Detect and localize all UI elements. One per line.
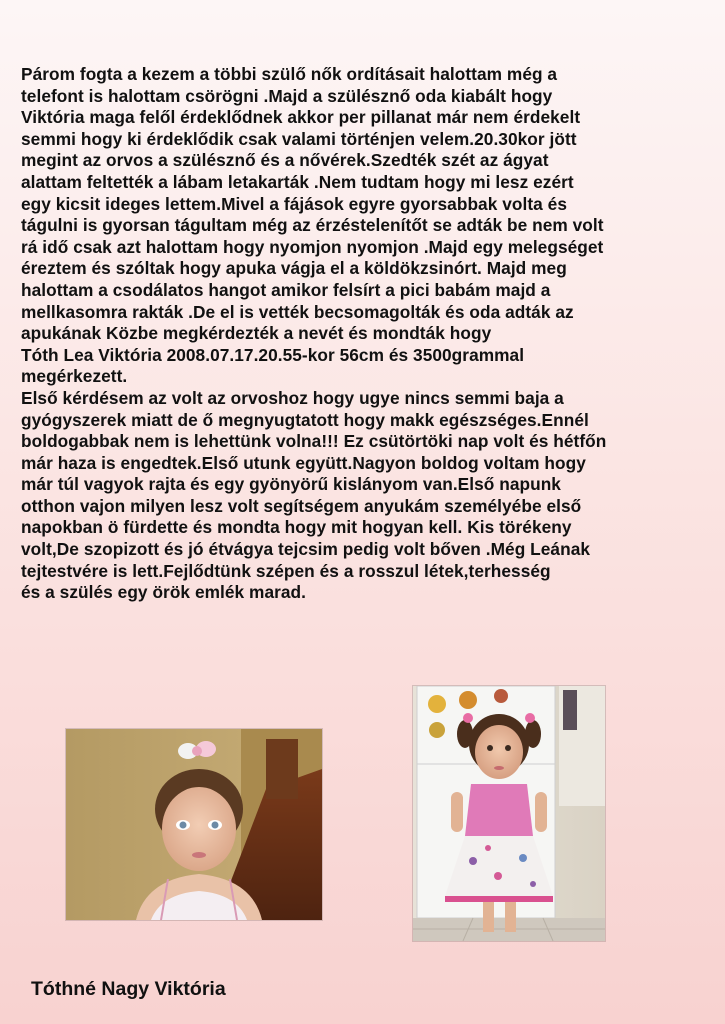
story-line: telefont is halottam csörögni .Majd a szülésznő oda kiabált hogy <box>21 85 553 106</box>
story-line: napokban ö fürdette és mondta hogy mit hogyan kell. Kis törékeny <box>21 517 572 538</box>
story-line: boldogabbak nem is lehettünk volna!!! Ez csütörtöki nap volt és hétfőn <box>21 431 607 452</box>
story-line: megérkezett. <box>21 366 128 387</box>
story-line: már haza is engedtek.Első utunk együtt.Nagyon boldog voltam hogy <box>21 452 586 473</box>
story-line: mellkasomra rakták .De el is vették becsomagolták és oda adták az <box>21 301 574 322</box>
story-line: Viktória maga felől érdeklődnek akkor per pillanat már nem érdekelt <box>21 107 581 128</box>
toddler-closeup-photo <box>66 729 322 920</box>
story-line: semmi hogy ki érdeklődik csak valami történjen velem.20.30kor jött <box>21 128 577 149</box>
story-line: megint az orvos a szülésznő és a nővérek.Szedték szét az ágyat <box>21 150 549 171</box>
story-line: Párom fogta a kezem a többi szülő nők ordításait halottam még a <box>21 64 558 84</box>
story-line: apukának Közbe megkérdezték a nevét és mondták hogy <box>21 323 492 344</box>
story-text <box>21 64 705 604</box>
story-line: halottam a csodálatos hangot amikor felsírt a pici babám majd a <box>21 279 551 300</box>
story-line: már túl vagyok rajta és egy gyönyörű kislányom van.Első napunk <box>21 474 561 495</box>
story-line: otthon vajon milyen lesz volt segítségem anyukám személyébe első <box>21 495 582 516</box>
story-line: gyógyszerek miatt de ő megnyugtatott hogy makk egészséges.Ennél <box>21 409 589 430</box>
author-name: Tóthné Nagy Viktória <box>31 978 226 1000</box>
story-line: rá idő csak azt halottam hogy nyomjon nyomjon .Majd egy melegséget <box>21 236 604 257</box>
story-line: tágulni is gyorsan tágultam még az érzéstelenítőt se adták be nem volt <box>21 215 604 236</box>
story-line: egy kicsit ideges lettem.Mivel a fájások egyre gyorsabbak volta és <box>21 193 567 214</box>
story-line: Tóth Lea Viktória 2008.07.17.20.55-kor 56cm és 3500grammal <box>21 344 525 365</box>
story-line: volt,De szopizott és jó étvágya tejcsim pedig volt bőven .Még Leának <box>21 539 591 560</box>
toddler-standing-photo <box>413 686 605 941</box>
story-line: Első kérdésem az volt az orvoshoz hogy ugye nincs semmi baja a <box>21 387 564 408</box>
story-line: tejtestvére is lett.Fejlődtünk szépen és a rosszul létek,terhesség <box>21 560 551 581</box>
story-line: alattam feltették a lábam letakarták .Nem tudtam hogy mi lesz ezért <box>21 171 574 192</box>
story-line: éreztem és szóltak hogy apuka vágja el a köldökzsinórt. Majd meg <box>21 258 567 279</box>
story-line: és a szülés egy örök emlék marad. <box>21 582 307 603</box>
